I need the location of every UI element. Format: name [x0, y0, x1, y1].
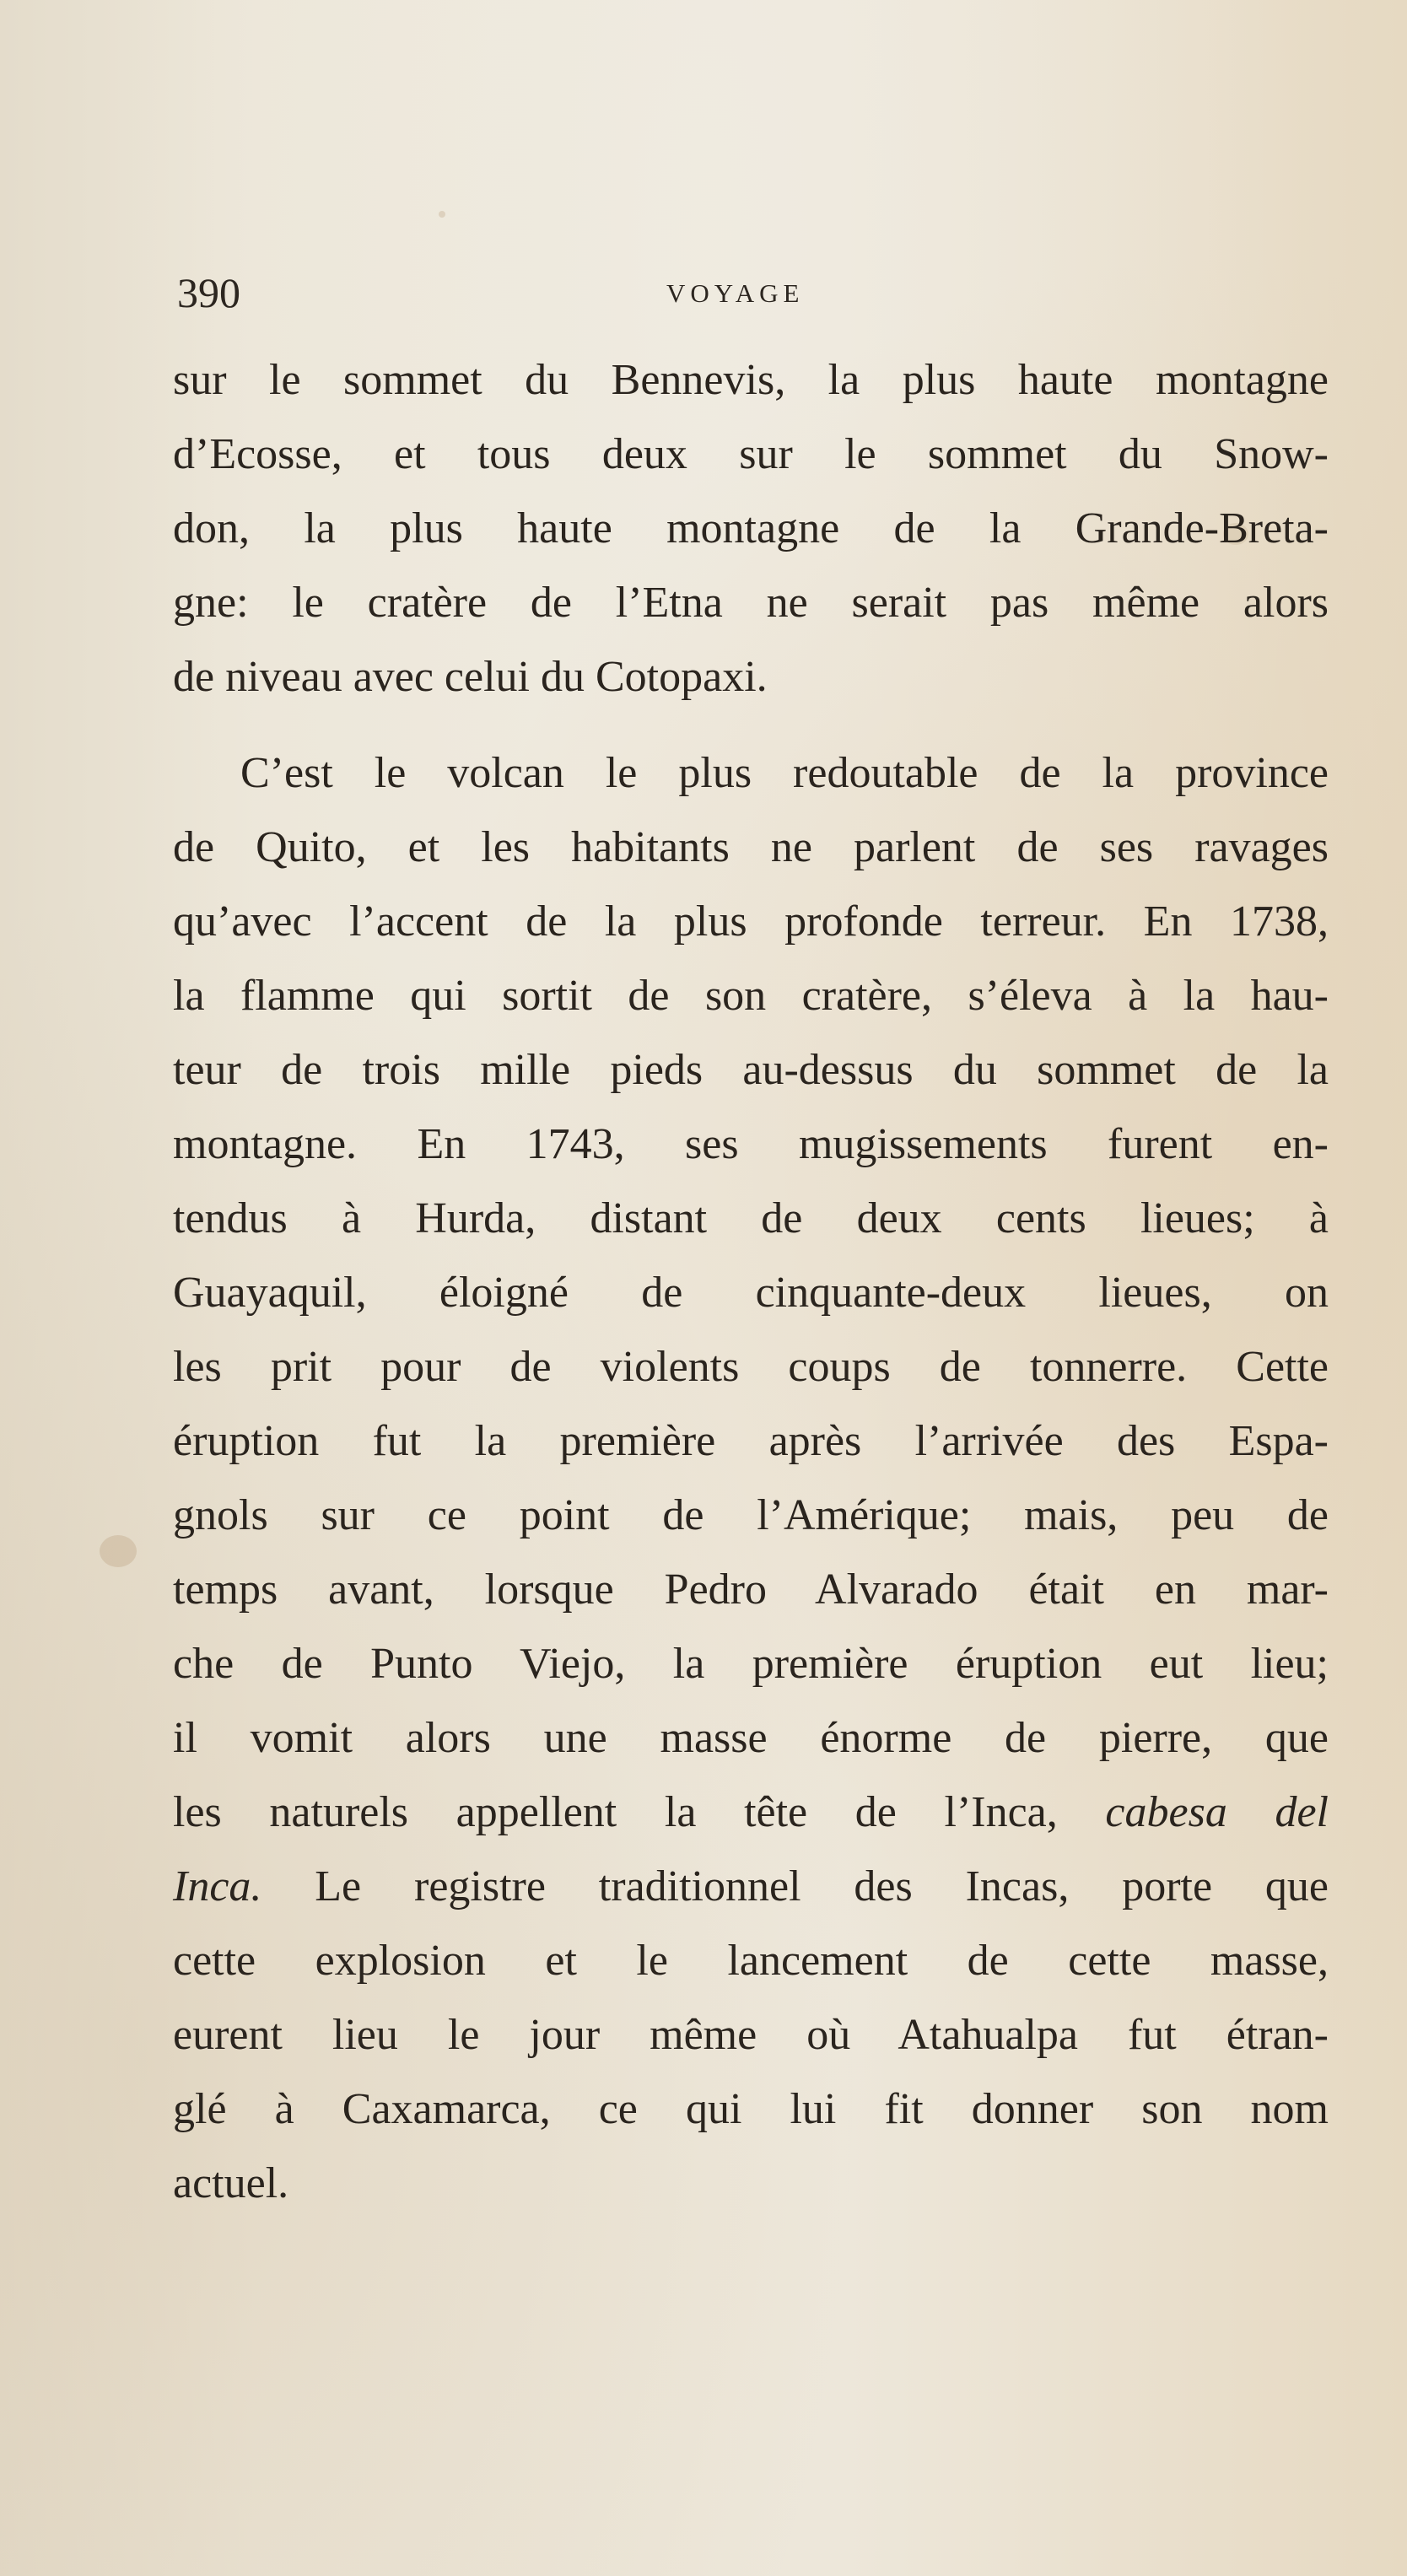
text-line: les prit pour de violents coups de tonnerre. Cette [173, 1343, 1329, 1391]
text-line: cette explosion et le lancement de cette masse, [173, 1937, 1329, 1985]
text-line: teur de trois mille pieds au-dessus du sommet de la [173, 1046, 1329, 1094]
text-line: eurent lieu le jour même où Atahualpa fut étran- [173, 2011, 1329, 2059]
text-line: éruption fut la première après l’arrivée des Espa- [173, 1417, 1329, 1465]
text-line: che de Punto Viejo, la première éruption eut lieu; [173, 1640, 1329, 1688]
text-line: montagne. En 1743, ses mugissements furent en- [173, 1120, 1329, 1168]
text-segment: les naturels appellent la tête de l’Inca, [173, 1788, 1106, 1836]
running-head [0, 268, 1407, 319]
text-line: d’Ecosse, et tous deux sur le sommet du Snow- [173, 430, 1329, 478]
paper-stain [100, 1535, 137, 1567]
italic-term: Inca. [173, 1862, 262, 1910]
text-line: gnols sur ce point de l’Amérique; mais, peu de [173, 1491, 1329, 1539]
italic-term: cabesa del [1105, 1788, 1329, 1836]
running-title: VOYAGE [666, 278, 805, 308]
text-line: la flamme qui sortit de son cratère, s’éleva à la hau- [173, 972, 1329, 1020]
text-line: de Quito, et les habitants ne parlent de ses ravages [173, 823, 1329, 871]
text-line: tendus à Hurda, distant de deux cents lieues; à [173, 1194, 1329, 1242]
text-line: gne: le cratère de l’Etna ne serait pas même alors [173, 579, 1329, 627]
text-line [173, 1785, 1329, 1840]
text-line: actuel. [173, 2159, 289, 2207]
text-line [173, 1859, 1329, 1915]
text-line: de niveau avec celui du Cotopaxi. [173, 653, 768, 701]
text-line: sur le sommet du Bennevis, la plus haute montagne [173, 356, 1329, 404]
text-line: C’est le volcan le plus redoutable de la province [240, 749, 1329, 797]
text-segment: Le registre traditionnel des Incas, porte que [261, 1862, 1329, 1910]
text-line: glé à Caxamarca, ce qui lui fit donner son nom [173, 2085, 1329, 2133]
page-number: 390 [177, 269, 240, 316]
text-line: don, la plus haute montagne de la Grande-Breta- [173, 504, 1329, 552]
text-line: Guayaquil, éloigné de cinquante-deux lieues, on [173, 1269, 1329, 1317]
text-line: qu’avec l’accent de la plus profonde terreur. En 1738, [173, 897, 1329, 946]
text-line: temps avant, lorsque Pedro Alvarado était en mar- [173, 1566, 1329, 1614]
text-line: il vomit alors une masse énorme de pierre, que [173, 1714, 1329, 1762]
paper-stain [439, 211, 445, 218]
